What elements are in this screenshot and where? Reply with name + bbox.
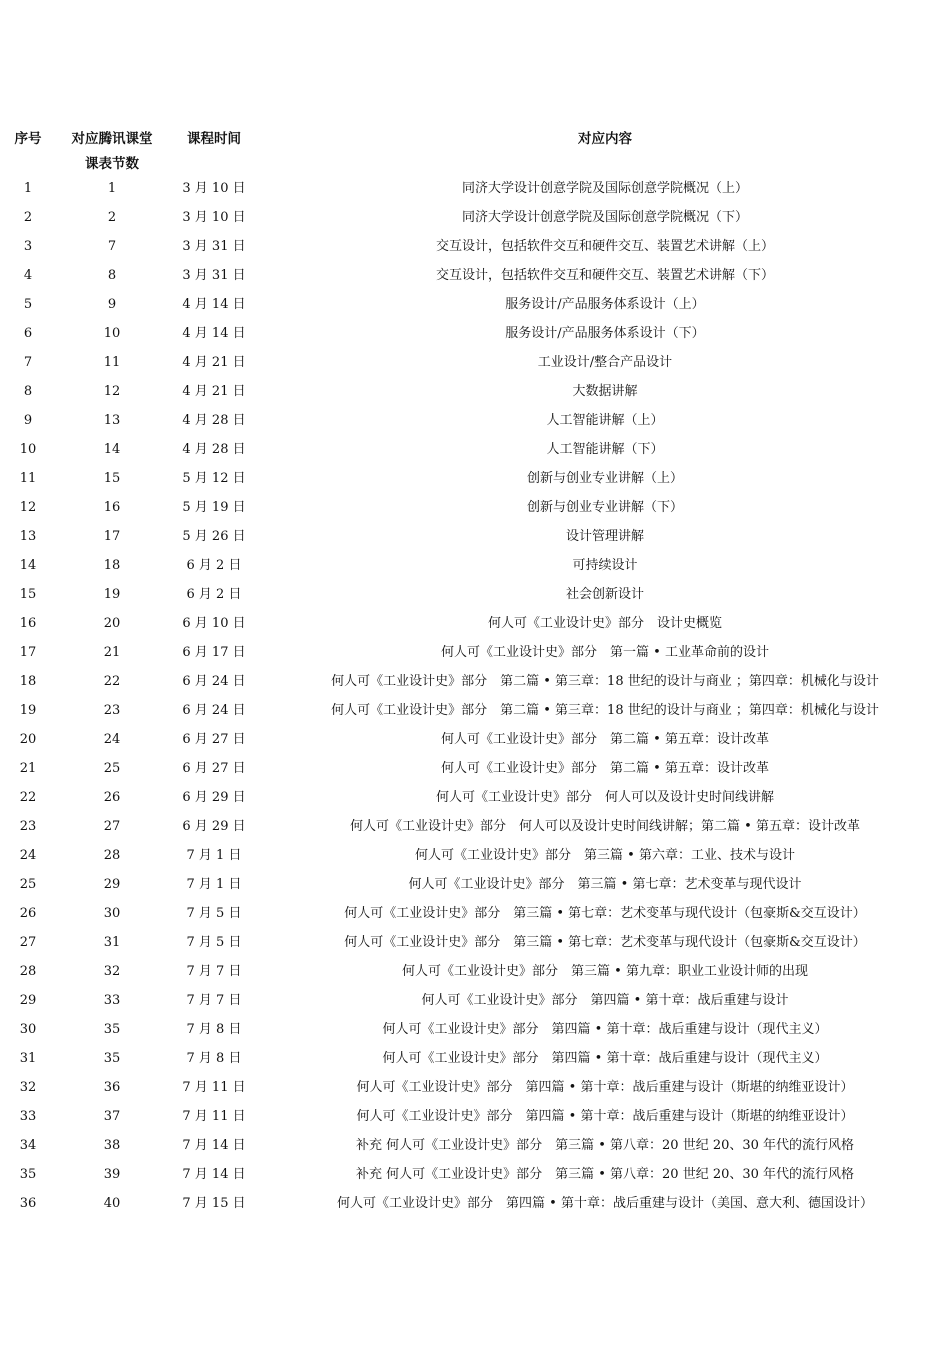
cell-content: 何人可《工业设计史》部分 第二篇 • 第五章：设计改革 <box>441 761 769 776</box>
cell-content: 何人可《工业设计史》部分 第四篇 • 第十章：战后重建与设计 <box>421 993 789 1008</box>
cell-index: 16 <box>19 616 37 631</box>
table-row <box>0 174 950 203</box>
cell-index: 5 <box>23 297 33 312</box>
table-row <box>0 1044 950 1073</box>
cell-date: 4 月 14 日 <box>182 297 246 312</box>
cell-lesson: 10 <box>103 326 121 341</box>
cell-lesson: 31 <box>103 935 121 950</box>
cell-content: 何人可《工业设计史》部分 第二篇 • 第三章：18 世纪的设计与商业 ；第四章：机械化与设计 <box>331 703 879 718</box>
cell-date: 3 月 10 日 <box>182 181 246 196</box>
cell-lesson: 37 <box>103 1109 121 1124</box>
cell-lesson: 9 <box>107 297 117 312</box>
cell-content: 何人可《工业设计史》部分 第一篇 • 工业革命前的设计 <box>441 645 769 660</box>
cell-date: 4 月 21 日 <box>182 384 246 399</box>
cell-index: 36 <box>19 1196 37 1211</box>
cell-date: 7 月 5 日 <box>186 906 242 921</box>
cell-date: 4 月 21 日 <box>182 355 246 370</box>
cell-date: 7 月 1 日 <box>186 848 242 863</box>
cell-lesson: 29 <box>103 877 121 892</box>
cell-lesson: 20 <box>103 616 121 631</box>
table-row <box>0 1160 950 1189</box>
cell-date: 7 月 14 日 <box>182 1167 246 1182</box>
cell-index: 1 <box>23 181 33 196</box>
table-row <box>0 1073 950 1102</box>
cell-index: 34 <box>19 1138 37 1153</box>
cell-content: 设计管理讲解 <box>565 529 644 544</box>
table-row <box>0 261 950 290</box>
cell-lesson: 17 <box>103 529 121 544</box>
cell-lesson: 15 <box>103 471 121 486</box>
cell-index: 27 <box>19 935 37 950</box>
cell-index: 25 <box>19 877 37 892</box>
cell-date: 5 月 12 日 <box>182 471 246 486</box>
cell-index: 15 <box>19 587 37 602</box>
cell-content: 服务设计/产品服务体系设计（上） <box>505 297 705 312</box>
cell-content: 工业设计/整合产品设计 <box>537 355 673 370</box>
cell-date: 7 月 11 日 <box>182 1080 246 1095</box>
cell-lesson: 25 <box>103 761 121 776</box>
cell-index: 10 <box>19 442 37 457</box>
cell-lesson: 24 <box>103 732 121 747</box>
table-row <box>0 348 950 377</box>
cell-lesson: 38 <box>103 1138 121 1153</box>
cell-content: 何人可《工业设计史》部分 第三篇 • 第九章：职业工业设计师的出现 <box>402 964 808 979</box>
cell-date: 6 月 27 日 <box>182 761 246 776</box>
cell-index: 23 <box>19 819 37 834</box>
cell-lesson: 28 <box>103 848 121 863</box>
cell-date: 6 月 27 日 <box>182 732 246 747</box>
table-row <box>0 986 950 1015</box>
cell-content: 何人可《工业设计史》部分 第三篇 • 第七章：艺术变革与现代设计（包豪斯&交互设计） <box>344 935 866 950</box>
cell-lesson: 22 <box>103 674 121 689</box>
table-row <box>0 1189 950 1218</box>
header-lesson-line2: 课表节数 <box>85 156 139 172</box>
cell-index: 21 <box>19 761 37 776</box>
cell-date: 7 月 15 日 <box>182 1196 246 1211</box>
cell-content: 何人可《工业设计史》部分 何人可以及设计史时间线讲解 <box>435 790 774 805</box>
cell-lesson: 39 <box>103 1167 121 1182</box>
cell-index: 30 <box>19 1022 37 1037</box>
cell-date: 7 月 8 日 <box>186 1051 242 1066</box>
cell-date: 3 月 10 日 <box>182 210 246 225</box>
cell-date: 5 月 26 日 <box>182 529 246 544</box>
table-row <box>0 609 950 638</box>
cell-lesson: 8 <box>107 268 117 283</box>
table-row <box>0 899 950 928</box>
cell-index: 24 <box>19 848 37 863</box>
cell-lesson: 40 <box>103 1196 121 1211</box>
cell-content: 创新与创业专业讲解（上） <box>526 471 683 486</box>
cell-content: 补充 何人可《工业设计史》部分 第三篇 • 第八章：20 世纪 20、30 年代的流行风格 <box>355 1167 855 1182</box>
cell-lesson: 2 <box>107 210 117 225</box>
cell-content: 交互设计，包括软件交互和硬件交互、装置艺术讲解（下） <box>435 268 774 283</box>
cell-index: 11 <box>19 471 37 486</box>
cell-date: 7 月 11 日 <box>182 1109 246 1124</box>
cell-content: 何人可《工业设计史》部分 第四篇 • 第十章：战后重建与设计（现代主义） <box>382 1022 828 1037</box>
table-row <box>0 783 950 812</box>
table-row <box>0 406 950 435</box>
header-lesson-line1: 对应腾讯课堂 <box>71 131 153 147</box>
cell-index: 32 <box>19 1080 37 1095</box>
cell-index: 19 <box>19 703 37 718</box>
cell-content: 可持续设计 <box>572 558 638 573</box>
cell-lesson: 11 <box>103 355 121 370</box>
cell-content: 同济大学设计创意学院及国际创意学院概况（上） <box>461 181 748 196</box>
table-row <box>0 290 950 319</box>
cell-content: 大数据讲解 <box>572 384 638 399</box>
cell-date: 5 月 19 日 <box>182 500 246 515</box>
cell-content: 人工智能讲解（上） <box>546 413 664 428</box>
table-row <box>0 1102 950 1131</box>
cell-index: 35 <box>19 1167 37 1182</box>
cell-content: 何人可《工业设计史》部分 第四篇 • 第十章：战后重建与设计（美国、意大利、德国设计） <box>337 1196 873 1211</box>
cell-index: 33 <box>19 1109 37 1124</box>
cell-lesson: 14 <box>103 442 121 457</box>
cell-date: 6 月 29 日 <box>182 790 246 805</box>
cell-date: 6 月 29 日 <box>182 819 246 834</box>
header-lesson <box>58 127 166 177</box>
table-row <box>0 203 950 232</box>
cell-lesson: 13 <box>103 413 121 428</box>
cell-index: 22 <box>19 790 37 805</box>
table-row <box>0 667 950 696</box>
cell-date: 3 月 31 日 <box>182 268 246 283</box>
table-row <box>0 812 950 841</box>
table-row <box>0 551 950 580</box>
cell-date: 6 月 24 日 <box>182 674 246 689</box>
cell-content: 补充 何人可《工业设计史》部分 第三篇 • 第八章：20 世纪 20、30 年代的流行风格 <box>355 1138 855 1153</box>
cell-date: 7 月 7 日 <box>186 964 242 979</box>
cell-index: 9 <box>23 413 33 428</box>
cell-content: 人工智能讲解（下） <box>546 442 664 457</box>
table-row <box>0 957 950 986</box>
cell-lesson: 21 <box>103 645 121 660</box>
cell-content: 创新与创业专业讲解（下） <box>526 500 683 515</box>
cell-lesson: 30 <box>103 906 121 921</box>
cell-index: 18 <box>19 674 37 689</box>
cell-content: 社会创新设计 <box>565 587 644 602</box>
table-row <box>0 696 950 725</box>
cell-index: 26 <box>19 906 37 921</box>
header-date: 课程时间 <box>187 131 241 147</box>
cell-lesson: 32 <box>103 964 121 979</box>
cell-content: 何人可《工业设计史》部分 第四篇 • 第十章：战后重建与设计（斯堪的纳维亚设计） <box>356 1080 854 1095</box>
cell-date: 7 月 14 日 <box>182 1138 246 1153</box>
table-row <box>0 522 950 551</box>
cell-content: 何人可《工业设计史》部分 第三篇 • 第七章：艺术变革与现代设计（包豪斯&交互设计） <box>344 906 866 921</box>
cell-date: 4 月 28 日 <box>182 442 246 457</box>
table-row <box>0 725 950 754</box>
table-body <box>0 174 950 1218</box>
cell-content: 同济大学设计创意学院及国际创意学院概况（下） <box>461 210 748 225</box>
cell-lesson: 26 <box>103 790 121 805</box>
table-row <box>0 841 950 870</box>
cell-date: 7 月 5 日 <box>186 935 242 950</box>
cell-lesson: 18 <box>103 558 121 573</box>
table-row <box>0 377 950 406</box>
table-row <box>0 580 950 609</box>
cell-index: 13 <box>19 529 37 544</box>
cell-date: 4 月 14 日 <box>182 326 246 341</box>
table-row <box>0 1131 950 1160</box>
cell-date: 4 月 28 日 <box>182 413 246 428</box>
cell-lesson: 36 <box>103 1080 121 1095</box>
cell-index: 8 <box>23 384 33 399</box>
cell-content: 何人可《工业设计史》部分 设计史概览 <box>487 616 722 631</box>
cell-lesson: 19 <box>103 587 121 602</box>
cell-index: 20 <box>19 732 37 747</box>
cell-lesson: 35 <box>103 1051 121 1066</box>
cell-index: 28 <box>19 964 37 979</box>
cell-date: 7 月 8 日 <box>186 1022 242 1037</box>
table-row <box>0 435 950 464</box>
cell-index: 3 <box>23 239 33 254</box>
table-row <box>0 319 950 348</box>
table-row <box>0 754 950 783</box>
table-row <box>0 638 950 667</box>
cell-date: 6 月 17 日 <box>182 645 246 660</box>
cell-content: 何人可《工业设计史》部分 何人可以及设计史时间线讲解；第二篇 • 第五章：设计改革 <box>350 819 860 834</box>
cell-index: 29 <box>19 993 37 1008</box>
cell-date: 6 月 2 日 <box>186 587 242 602</box>
cell-index: 12 <box>19 500 37 515</box>
cell-content: 何人可《工业设计史》部分 第三篇 • 第七章：艺术变革与现代设计 <box>408 877 802 892</box>
cell-date: 6 月 10 日 <box>182 616 246 631</box>
cell-index: 17 <box>19 645 37 660</box>
cell-lesson: 27 <box>103 819 121 834</box>
cell-lesson: 16 <box>103 500 121 515</box>
cell-lesson: 23 <box>103 703 121 718</box>
cell-date: 6 月 24 日 <box>182 703 246 718</box>
table-row <box>0 870 950 899</box>
cell-lesson: 7 <box>107 239 117 254</box>
cell-date: 7 月 1 日 <box>186 877 242 892</box>
cell-content: 何人可《工业设计史》部分 第三篇 • 第六章：工业、技术与设计 <box>415 848 795 863</box>
cell-content: 服务设计/产品服务体系设计（下） <box>505 326 705 341</box>
cell-index: 4 <box>23 268 33 283</box>
header-index: 序号 <box>14 131 42 147</box>
cell-date: 6 月 2 日 <box>186 558 242 573</box>
cell-index: 14 <box>19 558 37 573</box>
cell-date: 7 月 7 日 <box>186 993 242 1008</box>
table-row <box>0 493 950 522</box>
table-row <box>0 928 950 957</box>
cell-index: 6 <box>23 326 33 341</box>
table-row <box>0 1015 950 1044</box>
table-row <box>0 232 950 261</box>
header-content: 对应内容 <box>578 131 632 147</box>
cell-lesson: 35 <box>103 1022 121 1037</box>
cell-index: 2 <box>23 210 33 225</box>
cell-date: 3 月 31 日 <box>182 239 246 254</box>
cell-lesson: 33 <box>103 993 121 1008</box>
cell-lesson: 12 <box>103 384 121 399</box>
cell-content: 交互设计，包括软件交互和硬件交互、装置艺术讲解（上） <box>435 239 774 254</box>
table-row <box>0 464 950 493</box>
cell-index: 7 <box>23 355 33 370</box>
cell-content: 何人可《工业设计史》部分 第二篇 • 第三章：18 世纪的设计与商业 ；第四章：机械化与设计 <box>331 674 879 689</box>
cell-content: 何人可《工业设计史》部分 第四篇 • 第十章：战后重建与设计（现代主义） <box>382 1051 828 1066</box>
cell-content: 何人可《工业设计史》部分 第四篇 • 第十章：战后重建与设计（斯堪的纳维亚设计） <box>356 1109 854 1124</box>
cell-content: 何人可《工业设计史》部分 第二篇 • 第五章：设计改革 <box>441 732 769 747</box>
cell-lesson: 1 <box>107 181 117 196</box>
cell-index: 31 <box>19 1051 37 1066</box>
